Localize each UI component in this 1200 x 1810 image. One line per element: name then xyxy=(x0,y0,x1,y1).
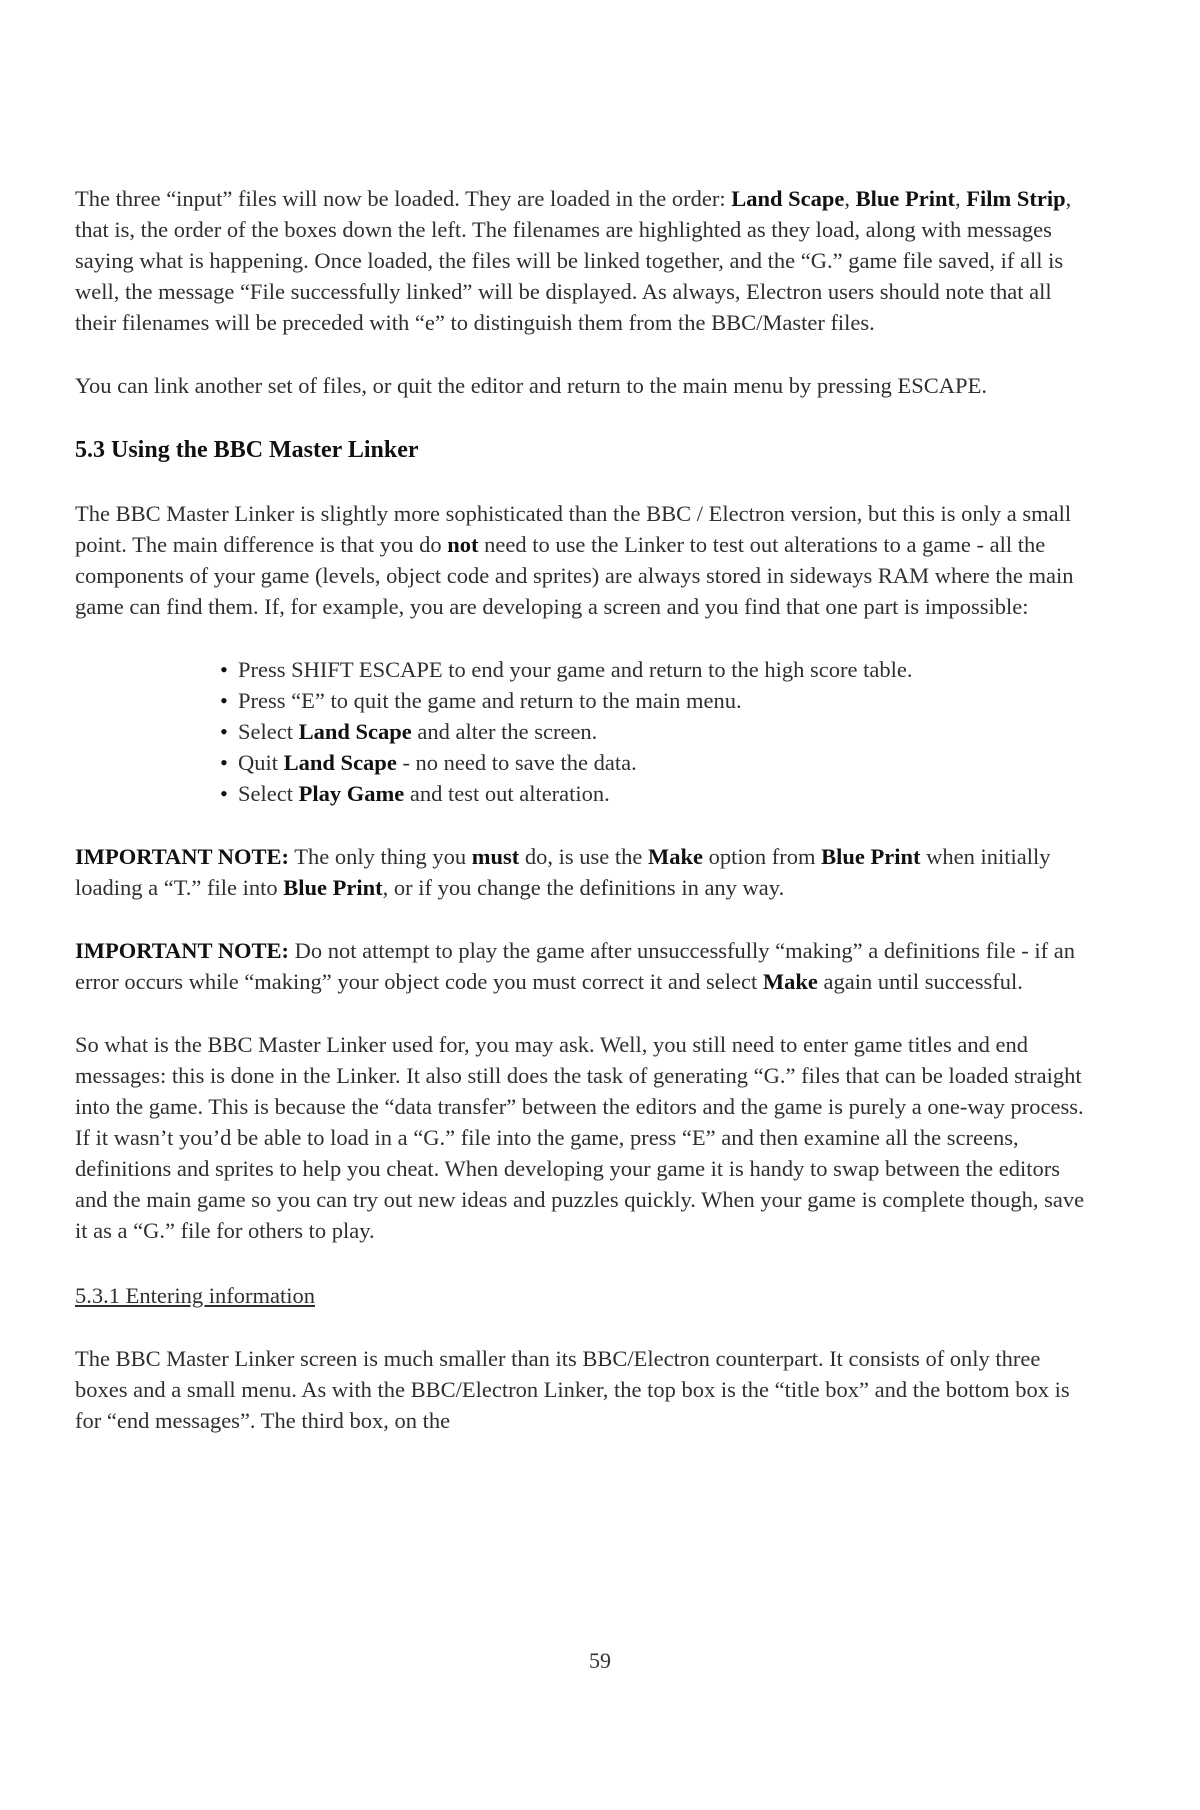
note-label: IMPORTANT NOTE: xyxy=(75,938,290,963)
bold-blue-print: Blue Print xyxy=(855,186,956,211)
important-note-2 xyxy=(75,935,1085,997)
list-item xyxy=(220,685,1085,716)
text-run: Select xyxy=(238,781,299,806)
page-number: 59 xyxy=(589,1648,611,1673)
text-run: The BBC Master Linker is slightly more sophisticated than the BBC / Electron version, but this is only a small point. The main difference is that you do xyxy=(75,501,1072,557)
section-paragraph-1 xyxy=(75,498,1085,622)
bold-land-scape: Land Scape xyxy=(283,750,397,775)
subsection-paragraph-1: The BBC Master Linker screen is much smaller than its BBC/Electron counterpart. It consists of only three boxes and a small menu. As with the BBC/Electron Linker, the top box is the “title box” and the bottom box is for “end messages”. The third box, on the xyxy=(75,1346,1070,1433)
intro-paragraph-1 xyxy=(75,183,1085,338)
bold-film-strip: Film Strip xyxy=(966,186,1066,211)
list-item xyxy=(220,716,1085,747)
text-run: when initially loading a “T.” file into xyxy=(75,844,1051,900)
text-run: and alter the screen. xyxy=(411,719,598,744)
list-item xyxy=(220,654,1085,685)
bold-land-scape: Land Scape xyxy=(731,186,845,211)
text-run: The only thing you xyxy=(289,844,472,869)
bold-play-game: Play Game xyxy=(298,781,405,806)
bold-blue-print: Blue Print xyxy=(283,875,383,900)
list-item xyxy=(220,778,1085,809)
text-run: do, is use the xyxy=(519,844,648,869)
important-note-1 xyxy=(75,841,1085,903)
text-run: Press SHIFT ESCAPE to end your game and return to the high score table. xyxy=(238,657,913,682)
page-content xyxy=(75,183,1085,1436)
bold-not: not xyxy=(447,532,479,557)
section-paragraph-2: So what is the BBC Master Linker used for, you may ask. Well, you still need to enter game titles and end messages: this is done in the Linker. It also still does the task of generating “G.” files that can be loaded straight into the game. This is because the “data transfer” between the editors and the game is purely a one-way process. If it wasn’t you’d be able to load in a “G.” file into the game, press “E” and then examine all the screens, definitions and sprites to help you cheat. When developing your game it is handy to swap between the editors and the main game so you can try out new ideas and puzzles quickly. When your game is complete though, save it as a “G.” file for others to play. xyxy=(75,1032,1085,1243)
text-run: The three “input” files will now be loaded. They are loaded in the order: xyxy=(75,186,732,211)
text-run: , that is, the order of the boxes down the left. The filenames are highlighted as they load, along with messages saying what is happening. Once loaded, the files will be linked together, and the “G.” game file saved, if all is well, the message “File successfully linked” will be displayed. As always, Electron users should note that all their filenames will be preceded with “e” to distinguish them from the BBC/Master files. xyxy=(75,186,1072,335)
bold-make: Make xyxy=(762,969,818,994)
bold-blue-print: Blue Print xyxy=(821,844,921,869)
subsection-heading: 5.3.1 Entering information xyxy=(75,1283,315,1308)
text-run: - no need to save the data. xyxy=(396,750,637,775)
text-run: , xyxy=(844,186,856,211)
bold-make: Make xyxy=(647,844,703,869)
text-run: again until successful. xyxy=(817,969,1023,994)
bold-land-scape: Land Scape xyxy=(298,719,412,744)
bold-must: must xyxy=(471,844,520,869)
list-item xyxy=(220,747,1085,778)
intro-paragraph-2: You can link another set of files, or quit the editor and return to the main menu by pressing ESCAPE. xyxy=(75,373,987,398)
text-run: and test out alteration. xyxy=(404,781,610,806)
section-heading: 5.3 Using the BBC Master Linker xyxy=(75,437,419,463)
text-run: option from xyxy=(702,844,822,869)
text-run: , xyxy=(955,186,967,211)
note-label: IMPORTANT NOTE: xyxy=(75,844,290,869)
text-run: Press “E” to quit the game and return to the main menu. xyxy=(238,688,742,713)
text-run: need to use the Linker to test out alterations to a game - all the components of your game (levels, object code and sprites) are always stored in sideways RAM where the main game can find them. If, for example, you are developing a screen and you find that one part is impossible: xyxy=(75,532,1074,619)
text-run: Do not attempt to play the game after unsuccessfully “making” a definitions file - if an error occurs while “making” your object code you must correct it and select xyxy=(75,938,1076,994)
text-run: Quit xyxy=(238,750,284,775)
steps-list xyxy=(75,654,1085,809)
text-run: , or if you change the definitions in any way. xyxy=(382,875,785,900)
text-run: Select xyxy=(238,719,299,744)
